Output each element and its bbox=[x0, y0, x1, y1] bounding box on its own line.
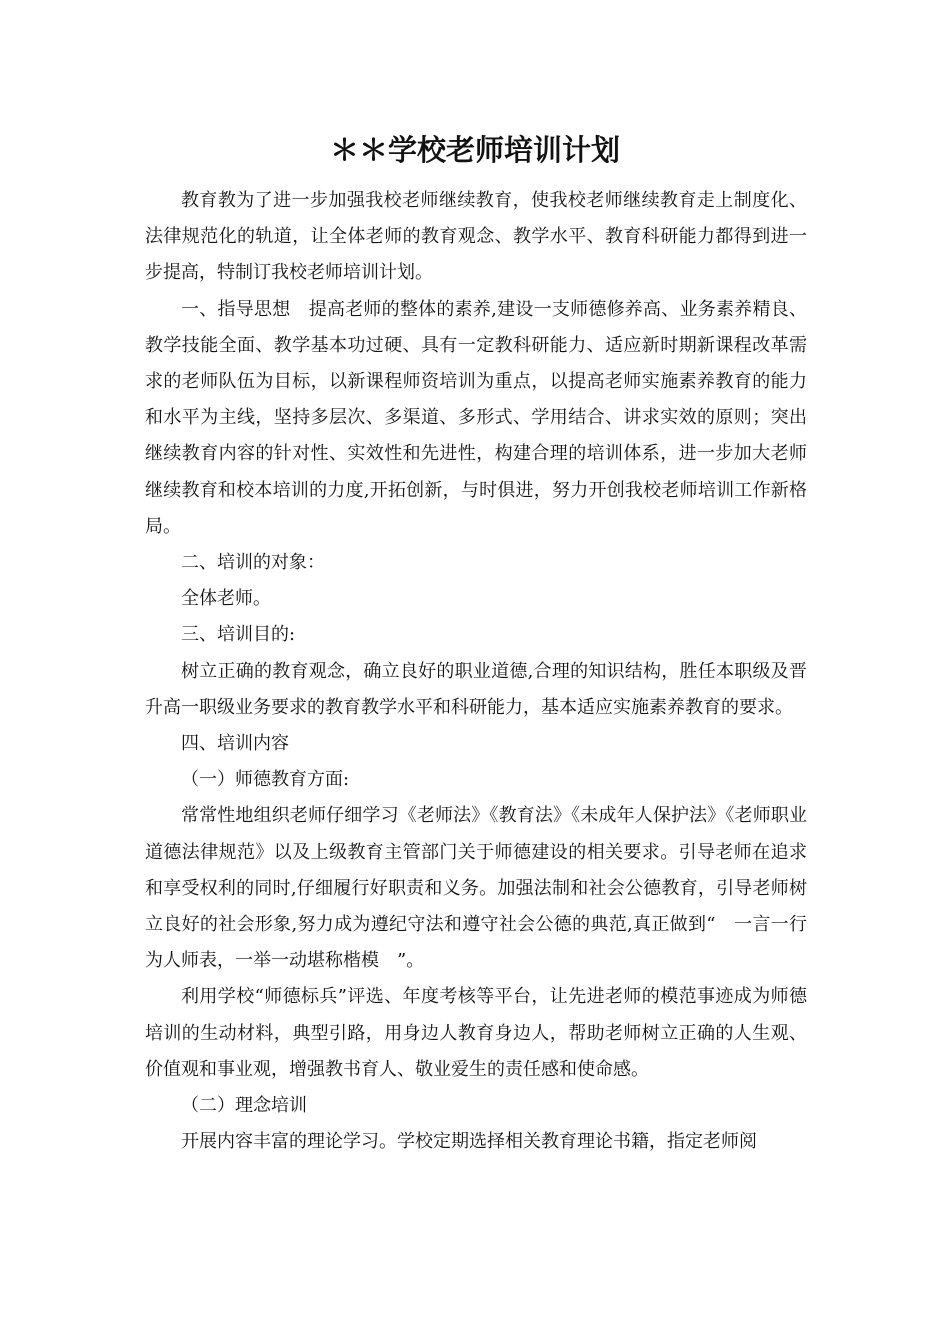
ethics-paragraph-1: 常常性地组织老师仔细学习《老师法》《教育法》《未成年人保护法》《老师职业道德法律规范》以及上级教育主管部门关于师德建设的相关要求。引导老师在追求和享受权利的同时,仔细履行好职责和义务。加强法制和社会公德教育，引导老师树立良好的社会形象,努力成为遵纪守法和遵守社会公德的典范,真正做到“ 一言一行为人师表，一举一动堪称楷模 ”。 bbox=[145, 805, 807, 972]
concepts-paragraph: 开展内容丰富的理论学习。学校定期选择相关教育理论书籍，指定老师阅 bbox=[181, 1131, 757, 1153]
intro-paragraph: 教育教为了进一步加强我校老师继续教育，使我校老师继续教育走上制度化、法律规范化的轨道，让全体老师的教育观念、教学水平、教育科研能力都得到进一步提高，特制订我校老师培训计划。 bbox=[145, 190, 807, 284]
targets-paragraph: 全体老师。 bbox=[181, 588, 271, 610]
ethics-paragraph-2: 利用学校“师德标兵”评选、年度考核等平台，让先进老师的模范事迹成为师德培训的生动材料，典型引路，用身边人教育身边人，帮助老师树立正确的人生观、价值观和事业观，增强教书育人、敬业爱生的责任感和使命感。 bbox=[145, 986, 807, 1080]
document-body bbox=[145, 183, 807, 1160]
section-heading-goals: 三、培训目的: bbox=[181, 624, 296, 646]
goals-paragraph: 树立正确的教育观念，确立良好的职业道德,合理的知识结构，胜任本职级及晋升高一职级业务要求的教育教学水平和科研能力，基本适应实施素养教育的要求。 bbox=[145, 660, 807, 718]
subsection-heading-concepts: （二）理念培训 bbox=[181, 1095, 307, 1117]
document-title: ＊＊学校老师培训计划 bbox=[329, 133, 620, 167]
guiding-ideology-paragraph: 一、指导思想 提高老师的整体的素养,建设一支师德修养高、业务素养精良、教学技能全面、教学基本功过硬、具有一定教科研能力、适应新时期新课程改革需求的老师队伍为目标，以新课程师资培训为重点，以提高老师实施素养教育的能力和水平为主线，坚持多层次、多渠道、多形式、学用结合、讲求实效的原则；突出继续教育内容的针对性、实效性和先进性，构建合理的培训体系，进一步加大老师继续教育和校本培训的力度,开拓创新，与时俱进，努力开创我校老师培训工作新格局。 bbox=[145, 298, 807, 537]
section-heading-targets: 二、培训的对象： bbox=[181, 552, 325, 574]
subsection-heading-ethics: （一）师德教育方面: bbox=[181, 769, 350, 791]
section-heading-content: 四、培训内容 bbox=[181, 733, 289, 755]
